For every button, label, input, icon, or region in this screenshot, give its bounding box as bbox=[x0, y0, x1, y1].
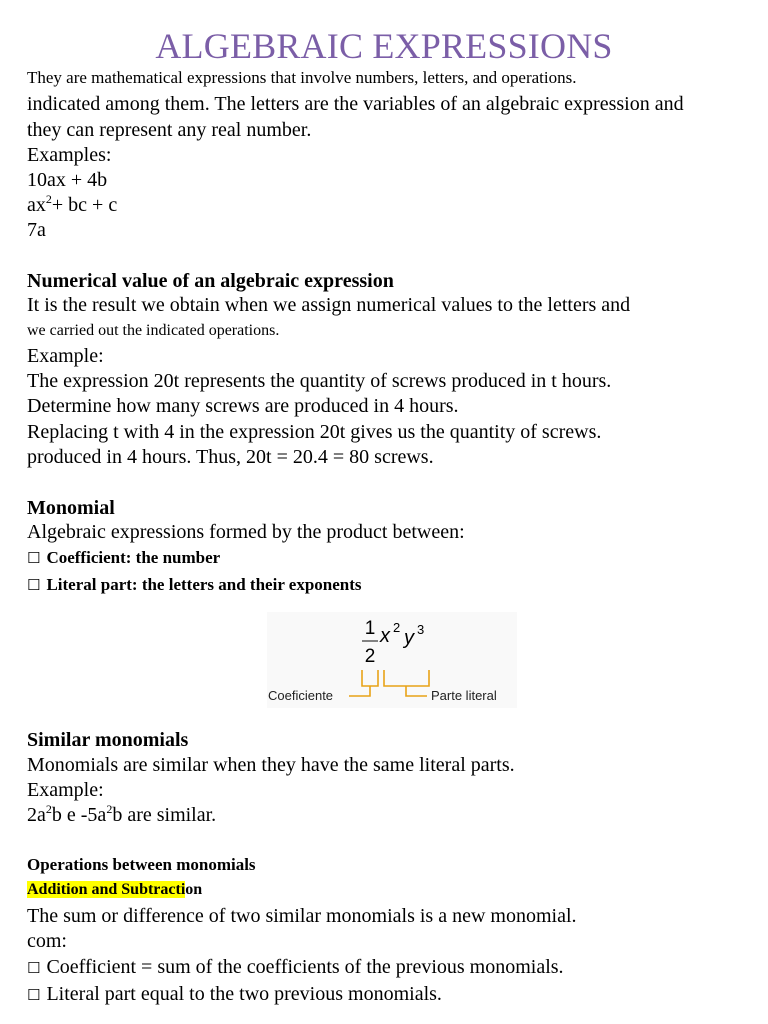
similar-example: $2a^2b$ e $-5a^2b$ are similar. bbox=[27, 802, 217, 826]
fraction-denominator: 2 bbox=[364, 646, 376, 667]
variable-x: x bbox=[380, 625, 390, 647]
monomial-heading: Monomial bbox=[27, 497, 115, 519]
monomial-diagram bbox=[267, 612, 517, 708]
exponent-y: 3 bbox=[417, 622, 425, 637]
highlighted-text: Addition and Subtracti bbox=[27, 881, 186, 898]
example-1: 10ax + 4b bbox=[27, 169, 108, 191]
intro-line-1: They are mathematical expressions that involve numbers, letters, and operations. bbox=[27, 68, 577, 87]
numerical-example-label: Example: bbox=[27, 345, 104, 367]
literal-part-label: Parte literal bbox=[431, 688, 497, 703]
monomial-item-literal: ☐ Literal part: the letters and their exponents bbox=[27, 575, 362, 594]
numerical-line-5: Replacing t with 4 in the expression 20t gives us the quantity of screws. bbox=[27, 421, 602, 443]
variable-y: y bbox=[404, 627, 414, 649]
example-2: $ax^2+$ bc + c bbox=[27, 192, 118, 216]
operations-line-2: com: bbox=[27, 930, 67, 952]
numerical-line-1: It is the result we obtain when we assign numerical values to the letters and bbox=[27, 294, 631, 316]
checkbox-icon: ☐ bbox=[27, 576, 41, 594]
operations-line-1: The sum or difference of two similar monomials is a new monomial. bbox=[27, 905, 577, 927]
operations-heading: Operations between monomials bbox=[27, 855, 256, 874]
checkbox-icon: ☐ bbox=[27, 959, 41, 977]
monomial-line-1: Algebraic expressions formed by the product between: bbox=[27, 521, 465, 543]
literal-leader bbox=[406, 686, 427, 696]
numerical-line-3: The expression 20t represents the quantity of screws produced in t hours. bbox=[27, 370, 612, 392]
examples-label: Examples: bbox=[27, 144, 112, 166]
intro-line-2: indicated among them. The letters are the variables of an algebraic expression and bbox=[27, 93, 684, 115]
similar-example-label: Example: bbox=[27, 779, 104, 801]
operations-item-literal: ☐ Literal part equal to the two previous monomials. bbox=[27, 983, 442, 1005]
numerical-line-6: produced in 4 hours. Thus, 20t = 20.4 = 80 screws. bbox=[27, 446, 434, 468]
coefficient-label: Coeficiente bbox=[268, 688, 334, 703]
similar-monomials-heading: Similar monomials bbox=[27, 729, 189, 751]
numerical-line-4: Determine how many screws are produced in 4 hours. bbox=[27, 395, 459, 417]
similar-line-1: Monomials are similar when they have the same literal parts. bbox=[27, 754, 515, 776]
numerical-line-2: we carried out the indicated operations. bbox=[27, 322, 280, 339]
monomial-item-coefficient: ☐ Coefficient: the number bbox=[27, 548, 221, 567]
example-3: 7a bbox=[27, 219, 46, 241]
addition-subtraction-heading: Addition and Subtraction bbox=[27, 881, 203, 898]
checkbox-icon: ☐ bbox=[27, 549, 41, 567]
operations-item-coefficient: ☐ Coefficient = sum of the coefficients of the previous monomials. bbox=[27, 956, 564, 978]
checkbox-icon: ☐ bbox=[27, 986, 41, 1004]
fraction-numerator: 1 bbox=[364, 618, 376, 639]
exponent-x: 2 bbox=[393, 620, 401, 635]
page-title: ALGEBRAIC EXPRESSIONS bbox=[155, 26, 613, 66]
numerical-value-heading: Numerical value of an algebraic expression bbox=[27, 270, 394, 292]
intro-line-3: they can represent any real number. bbox=[27, 119, 312, 141]
literal-bracket bbox=[384, 670, 429, 686]
coefficient-leader bbox=[349, 686, 370, 696]
coefficient-bracket bbox=[362, 670, 378, 686]
